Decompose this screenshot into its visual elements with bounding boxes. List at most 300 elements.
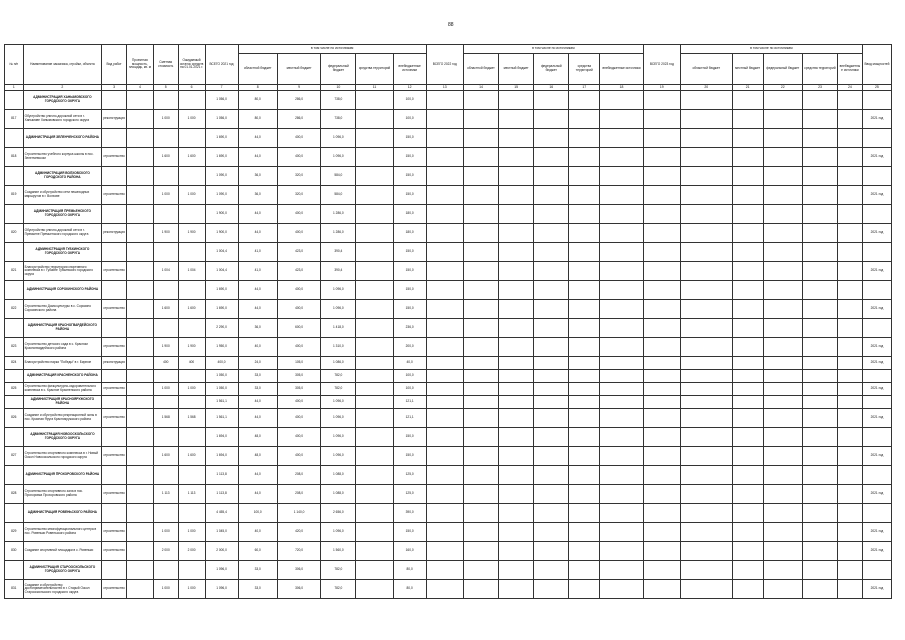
cell-col16 bbox=[534, 205, 569, 224]
cell-col4 bbox=[126, 485, 153, 504]
cell-col14 bbox=[463, 186, 498, 205]
cell-col10: 738,0 bbox=[321, 110, 356, 129]
cell-col9: 400,0 bbox=[277, 338, 320, 357]
cell-col18 bbox=[600, 148, 643, 167]
cell-col6 bbox=[178, 370, 205, 383]
cell-col23 bbox=[802, 447, 837, 466]
column-number: 2 bbox=[23, 85, 102, 91]
cell-col4 bbox=[126, 383, 153, 396]
cell-col14 bbox=[463, 300, 498, 319]
cell-col22 bbox=[763, 383, 802, 396]
cell-col10: 390,4 bbox=[321, 262, 356, 281]
header-power: Проектная мощность, площадь, кв. м bbox=[126, 45, 153, 85]
cell-col7: 1 004,4 bbox=[205, 243, 238, 262]
cell-name: АДМИНИСТРАЦИЯ НОВООСКОЛЬСКОГО ГОРОДСКОГО ОКРУГА bbox=[23, 428, 102, 447]
cell-col10: 782,0 bbox=[321, 561, 356, 580]
column-number: 10 bbox=[321, 85, 356, 91]
cell-col22 bbox=[763, 580, 802, 599]
cell-col19 bbox=[643, 224, 680, 243]
cell-col22 bbox=[763, 409, 802, 428]
cell-col14 bbox=[463, 224, 498, 243]
cell-col20 bbox=[680, 262, 732, 281]
cell-col25 bbox=[862, 129, 891, 148]
cell-col25: 2021 год bbox=[862, 383, 891, 396]
cell-col22 bbox=[763, 281, 802, 300]
cell-col6: 1 000 bbox=[178, 383, 205, 396]
cell-col16 bbox=[534, 523, 569, 542]
cell-col15 bbox=[499, 428, 534, 447]
column-number: 21 bbox=[732, 85, 763, 91]
cell-col15 bbox=[499, 186, 534, 205]
cell-col22 bbox=[763, 370, 802, 383]
cell-col5 bbox=[153, 428, 178, 447]
cell-col5 bbox=[153, 504, 178, 523]
cell-col14 bbox=[463, 357, 498, 370]
header-group-2021: в том числе по источникам bbox=[238, 45, 426, 54]
cell-name: Строительство учебного корпуса школы в пос. Зеленчевском bbox=[23, 148, 102, 167]
cell-col23 bbox=[802, 110, 837, 129]
cell-col13 bbox=[426, 186, 463, 205]
cell-col4 bbox=[126, 338, 153, 357]
cell-col14 bbox=[463, 561, 498, 580]
cell-col17 bbox=[569, 447, 600, 466]
cell-col10: 1 286,0 bbox=[321, 224, 356, 243]
cell-type: строительство bbox=[102, 300, 127, 319]
cell-col4 bbox=[126, 91, 153, 110]
cell-col7: 1 090,0 bbox=[205, 167, 238, 186]
cell-col12: 150,0 bbox=[393, 167, 426, 186]
cell-col25: 2021 год bbox=[862, 523, 891, 542]
cell-col18 bbox=[600, 383, 643, 396]
cell-col11 bbox=[356, 224, 393, 243]
cell-col19 bbox=[643, 370, 680, 383]
cell-col15 bbox=[499, 523, 534, 542]
table-row bbox=[5, 110, 892, 129]
admin-row bbox=[5, 466, 892, 485]
cell-col6: 1 000 bbox=[178, 186, 205, 205]
cell-col12: 150,0 bbox=[393, 243, 426, 262]
cell-type: реконструкция bbox=[102, 224, 127, 243]
cell-col16 bbox=[534, 466, 569, 485]
cell-col23 bbox=[802, 523, 837, 542]
cell-col24 bbox=[838, 447, 863, 466]
cell-col24 bbox=[838, 561, 863, 580]
cell-col6 bbox=[178, 428, 205, 447]
cell-col16 bbox=[534, 485, 569, 504]
cell-col19 bbox=[643, 523, 680, 542]
cell-col23 bbox=[802, 167, 837, 186]
cell-col9: 286,0 bbox=[277, 110, 320, 129]
cell-col24 bbox=[838, 485, 863, 504]
cell-num bbox=[5, 243, 24, 262]
cell-col19 bbox=[643, 186, 680, 205]
cell-col16 bbox=[534, 396, 569, 409]
cell-col13 bbox=[426, 224, 463, 243]
cell-num: 825 bbox=[5, 383, 24, 396]
cell-col8: 44,0 bbox=[238, 466, 277, 485]
cell-col6: 1 600 bbox=[178, 148, 205, 167]
cell-col19 bbox=[643, 504, 680, 523]
cell-col12: 150,0 bbox=[393, 129, 426, 148]
cell-col9: 400,0 bbox=[277, 129, 320, 148]
cell-col8: 44,0 bbox=[238, 409, 277, 428]
table-row bbox=[5, 148, 892, 167]
cell-type: строительство bbox=[102, 383, 127, 396]
cell-col6: 1 900 bbox=[178, 224, 205, 243]
cell-col13 bbox=[426, 281, 463, 300]
cell-name: АДМИНИСТРАЦИЯ СТАРООСКОЛЬСКОГО ГОРОДСКОГО ОКРУГА bbox=[23, 561, 102, 580]
cell-col8: 41,0 bbox=[238, 262, 277, 281]
cell-col21 bbox=[732, 281, 763, 300]
cell-col24 bbox=[838, 383, 863, 396]
column-number: 9 bbox=[277, 85, 320, 91]
header-src-regional-2023: областной бюджет bbox=[680, 54, 732, 85]
cell-col11 bbox=[356, 504, 393, 523]
cell-name: АДМИНИСТРАЦИЯ ПРЕМЬЕНСКОГО ГОРОДСКОГО ОКРУГА bbox=[23, 205, 102, 224]
cell-col19 bbox=[643, 447, 680, 466]
cell-col14 bbox=[463, 262, 498, 281]
cell-col14 bbox=[463, 205, 498, 224]
cell-col17 bbox=[569, 580, 600, 599]
cell-col5 bbox=[153, 370, 178, 383]
cell-col10: 1 096,0 bbox=[321, 281, 356, 300]
cell-col16 bbox=[534, 561, 569, 580]
cell-col12: 390,0 bbox=[393, 504, 426, 523]
column-number: 1 bbox=[5, 85, 24, 91]
cell-col24 bbox=[838, 91, 863, 110]
cell-col15 bbox=[499, 110, 534, 129]
admin-row bbox=[5, 167, 892, 186]
cell-col21 bbox=[732, 91, 763, 110]
table-row bbox=[5, 523, 892, 542]
cell-col16 bbox=[534, 243, 569, 262]
cell-col20 bbox=[680, 523, 732, 542]
cell-col21 bbox=[732, 383, 763, 396]
cell-col7: 2 000,0 bbox=[205, 542, 238, 561]
cell-col4 bbox=[126, 262, 153, 281]
cell-name: Создание и обустройство сети пешеходных маршрутов в г. Волхове bbox=[23, 186, 102, 205]
cell-col6 bbox=[178, 243, 205, 262]
column-number: 8 bbox=[238, 85, 277, 91]
cell-col21 bbox=[732, 447, 763, 466]
cell-col11 bbox=[356, 357, 393, 370]
cell-col10: 1 096,0 bbox=[321, 300, 356, 319]
cell-col25 bbox=[862, 281, 891, 300]
cell-col16 bbox=[534, 129, 569, 148]
cell-col5: 1 000 bbox=[153, 110, 178, 129]
cell-col23 bbox=[802, 561, 837, 580]
cell-col4 bbox=[126, 300, 153, 319]
cell-col13 bbox=[426, 148, 463, 167]
cell-col4 bbox=[126, 542, 153, 561]
cell-col10: 1 418,0 bbox=[321, 319, 356, 338]
cell-col17 bbox=[569, 357, 600, 370]
cell-col23 bbox=[802, 148, 837, 167]
cell-col20 bbox=[680, 319, 732, 338]
cell-col11 bbox=[356, 338, 393, 357]
cell-col23 bbox=[802, 281, 837, 300]
cell-col23 bbox=[802, 485, 837, 504]
cell-col8: 44,0 bbox=[238, 396, 277, 409]
cell-col19 bbox=[643, 338, 680, 357]
cell-col25 bbox=[862, 91, 891, 110]
cell-col24 bbox=[838, 370, 863, 383]
cell-col13 bbox=[426, 383, 463, 396]
cell-col12: 150,0 bbox=[393, 148, 426, 167]
cell-col13 bbox=[426, 370, 463, 383]
cell-col14 bbox=[463, 338, 498, 357]
cell-num: 824 bbox=[5, 357, 24, 370]
cell-col11 bbox=[356, 91, 393, 110]
cell-col12: 121,1 bbox=[393, 396, 426, 409]
cell-col19 bbox=[643, 485, 680, 504]
cell-col11 bbox=[356, 262, 393, 281]
cell-col8: 48,0 bbox=[238, 447, 277, 466]
cell-col5: 1 000 bbox=[153, 580, 178, 599]
cell-col10: 584,0 bbox=[321, 167, 356, 186]
cell-col23 bbox=[802, 129, 837, 148]
admin-row bbox=[5, 561, 892, 580]
cell-col11 bbox=[356, 281, 393, 300]
cell-col13 bbox=[426, 167, 463, 186]
cell-col24 bbox=[838, 319, 863, 338]
cell-col25 bbox=[862, 167, 891, 186]
cell-col21 bbox=[732, 262, 763, 281]
column-number: 14 bbox=[463, 85, 498, 91]
cell-num bbox=[5, 91, 24, 110]
cell-col24 bbox=[838, 262, 863, 281]
cell-num: 828 bbox=[5, 485, 24, 504]
cell-col24 bbox=[838, 129, 863, 148]
cell-col22 bbox=[763, 148, 802, 167]
cell-col6 bbox=[178, 281, 205, 300]
cell-type: строительство bbox=[102, 447, 127, 466]
cell-col5: 1 600 bbox=[153, 148, 178, 167]
cell-col7: 1 690,0 bbox=[205, 300, 238, 319]
cell-col21 bbox=[732, 504, 763, 523]
cell-col11 bbox=[356, 205, 393, 224]
cell-col19 bbox=[643, 129, 680, 148]
cell-col19 bbox=[643, 300, 680, 319]
cell-col18 bbox=[600, 205, 643, 224]
cell-col17 bbox=[569, 466, 600, 485]
cell-col9: 400,0 bbox=[277, 409, 320, 428]
cell-col5 bbox=[153, 91, 178, 110]
cell-col19 bbox=[643, 542, 680, 561]
cell-col25 bbox=[862, 561, 891, 580]
cell-col21 bbox=[732, 561, 763, 580]
cell-col19 bbox=[643, 110, 680, 129]
cell-col16 bbox=[534, 447, 569, 466]
cell-col15 bbox=[499, 370, 534, 383]
cell-col7: 1 694,0 bbox=[205, 428, 238, 447]
cell-col8: 41,0 bbox=[238, 243, 277, 262]
cell-col23 bbox=[802, 300, 837, 319]
cell-col14 bbox=[463, 466, 498, 485]
cell-col21 bbox=[732, 428, 763, 447]
cell-col11 bbox=[356, 523, 393, 542]
cell-col19 bbox=[643, 262, 680, 281]
table-row bbox=[5, 580, 892, 599]
cell-col22 bbox=[763, 91, 802, 110]
cell-col21 bbox=[732, 243, 763, 262]
cell-col19 bbox=[643, 383, 680, 396]
header-group-2023: в том числе по источникам bbox=[680, 45, 862, 54]
cell-col20 bbox=[680, 205, 732, 224]
cell-col25 bbox=[862, 243, 891, 262]
cell-col24 bbox=[838, 396, 863, 409]
cell-col4 bbox=[126, 205, 153, 224]
cell-col11 bbox=[356, 580, 393, 599]
cell-col11 bbox=[356, 319, 393, 338]
cell-col25: 2021 год bbox=[862, 110, 891, 129]
cell-col23 bbox=[802, 224, 837, 243]
cell-type bbox=[102, 167, 127, 186]
cell-col4 bbox=[126, 561, 153, 580]
cell-col8: 33,0 bbox=[238, 580, 277, 599]
cell-col6 bbox=[178, 504, 205, 523]
cell-col18 bbox=[600, 561, 643, 580]
cell-col24 bbox=[838, 110, 863, 129]
cell-col11 bbox=[356, 148, 393, 167]
cell-col17 bbox=[569, 224, 600, 243]
cell-col19 bbox=[643, 167, 680, 186]
cell-col16 bbox=[534, 357, 569, 370]
cell-col21 bbox=[732, 580, 763, 599]
cell-col8: 44,0 bbox=[238, 205, 277, 224]
cell-col15 bbox=[499, 561, 534, 580]
cell-col5 bbox=[153, 129, 178, 148]
column-number: 25 bbox=[862, 85, 891, 91]
cell-col18 bbox=[600, 542, 643, 561]
cell-col7: 1 561,1 bbox=[205, 396, 238, 409]
cell-col16 bbox=[534, 148, 569, 167]
cell-col6: 1 000 bbox=[178, 580, 205, 599]
cell-col13 bbox=[426, 319, 463, 338]
cell-col4 bbox=[126, 281, 153, 300]
table-row bbox=[5, 186, 892, 205]
cell-type bbox=[102, 561, 127, 580]
cell-col24 bbox=[838, 186, 863, 205]
cell-col17 bbox=[569, 205, 600, 224]
cell-col17 bbox=[569, 300, 600, 319]
column-number: 20 bbox=[680, 85, 732, 91]
cell-col11 bbox=[356, 300, 393, 319]
cell-col22 bbox=[763, 396, 802, 409]
cell-col4 bbox=[126, 409, 153, 428]
cell-col25: 2021 год bbox=[862, 447, 891, 466]
cell-name: АДМИНИСТРАЦИЯ ВОЛХОВСКОГО ГОРОДСКОГО РАЙОНА bbox=[23, 167, 102, 186]
cell-col5: 1 004 bbox=[153, 262, 178, 281]
cell-col6 bbox=[178, 396, 205, 409]
cell-col25: 2021 год bbox=[862, 357, 891, 370]
cell-col5: 1 568 bbox=[153, 409, 178, 428]
cell-col12: 150,0 bbox=[393, 300, 426, 319]
column-number: 4 bbox=[126, 85, 153, 91]
cell-num: 823 bbox=[5, 338, 24, 357]
cell-col7: 1 690,0 bbox=[205, 129, 238, 148]
cell-col20 bbox=[680, 186, 732, 205]
cell-col19 bbox=[643, 319, 680, 338]
cell-col9: 720,0 bbox=[277, 542, 320, 561]
cell-col9: 400,0 bbox=[277, 428, 320, 447]
column-number: 12 bbox=[393, 85, 426, 91]
table-row bbox=[5, 383, 892, 396]
cell-col15 bbox=[499, 167, 534, 186]
cell-col24 bbox=[838, 338, 863, 357]
cell-col9: 400,0 bbox=[277, 447, 320, 466]
cell-col6 bbox=[178, 205, 205, 224]
cell-col24 bbox=[838, 542, 863, 561]
cell-col9: 400,0 bbox=[277, 205, 320, 224]
cell-col9: 208,0 bbox=[277, 466, 320, 485]
cell-col10: 738,0 bbox=[321, 91, 356, 110]
header-src-regional-2022: областной бюджет bbox=[463, 54, 498, 85]
header-src-federal: федеральный бюджет bbox=[321, 54, 356, 85]
cell-col8: 80,0 bbox=[238, 110, 277, 129]
cell-col14 bbox=[463, 167, 498, 186]
cell-col10: 584,0 bbox=[321, 186, 356, 205]
column-number: 18 bbox=[600, 85, 643, 91]
header-group-2022: в том числе по источникам bbox=[463, 45, 643, 54]
cell-col5 bbox=[153, 167, 178, 186]
cell-col10: 1 096,0 bbox=[321, 447, 356, 466]
cell-col12: 150,0 bbox=[393, 447, 426, 466]
cell-col23 bbox=[802, 409, 837, 428]
cell-col21 bbox=[732, 224, 763, 243]
cell-col22 bbox=[763, 542, 802, 561]
cell-col7: 1 090,0 bbox=[205, 186, 238, 205]
cell-col15 bbox=[499, 281, 534, 300]
cell-col6 bbox=[178, 129, 205, 148]
cell-col24 bbox=[838, 300, 863, 319]
header-type: Вид работ bbox=[102, 45, 127, 85]
cell-col11 bbox=[356, 428, 393, 447]
cell-col9: 306,0 bbox=[277, 561, 320, 580]
cell-num bbox=[5, 205, 24, 224]
header-src-extrabudget: внебюджетные источники bbox=[393, 54, 426, 85]
cell-col13 bbox=[426, 110, 463, 129]
cell-col15 bbox=[499, 383, 534, 396]
cell-type bbox=[102, 129, 127, 148]
cell-col25: 2021 год bbox=[862, 224, 891, 243]
column-number: 11 bbox=[356, 85, 393, 91]
cell-col23 bbox=[802, 383, 837, 396]
cell-col22 bbox=[763, 205, 802, 224]
cell-col11 bbox=[356, 129, 393, 148]
admin-row bbox=[5, 504, 892, 523]
cell-num: 830 bbox=[5, 542, 24, 561]
cell-col12: 100,0 bbox=[393, 110, 426, 129]
cell-col4 bbox=[126, 370, 153, 383]
page-number: 88 bbox=[448, 22, 454, 28]
cell-col18 bbox=[600, 281, 643, 300]
cell-col4 bbox=[126, 466, 153, 485]
cell-num bbox=[5, 167, 24, 186]
cell-col12: 236,0 bbox=[393, 319, 426, 338]
header-total-2021: ВСЕГО 2021 год bbox=[205, 45, 238, 85]
column-number: 6 bbox=[178, 85, 205, 91]
cell-col22 bbox=[763, 338, 802, 357]
cell-col6 bbox=[178, 167, 205, 186]
cell-col14 bbox=[463, 428, 498, 447]
cell-col16 bbox=[534, 409, 569, 428]
cell-num bbox=[5, 396, 24, 409]
cell-col16 bbox=[534, 428, 569, 447]
cell-col14 bbox=[463, 110, 498, 129]
cell-type bbox=[102, 281, 127, 300]
cell-col19 bbox=[643, 396, 680, 409]
